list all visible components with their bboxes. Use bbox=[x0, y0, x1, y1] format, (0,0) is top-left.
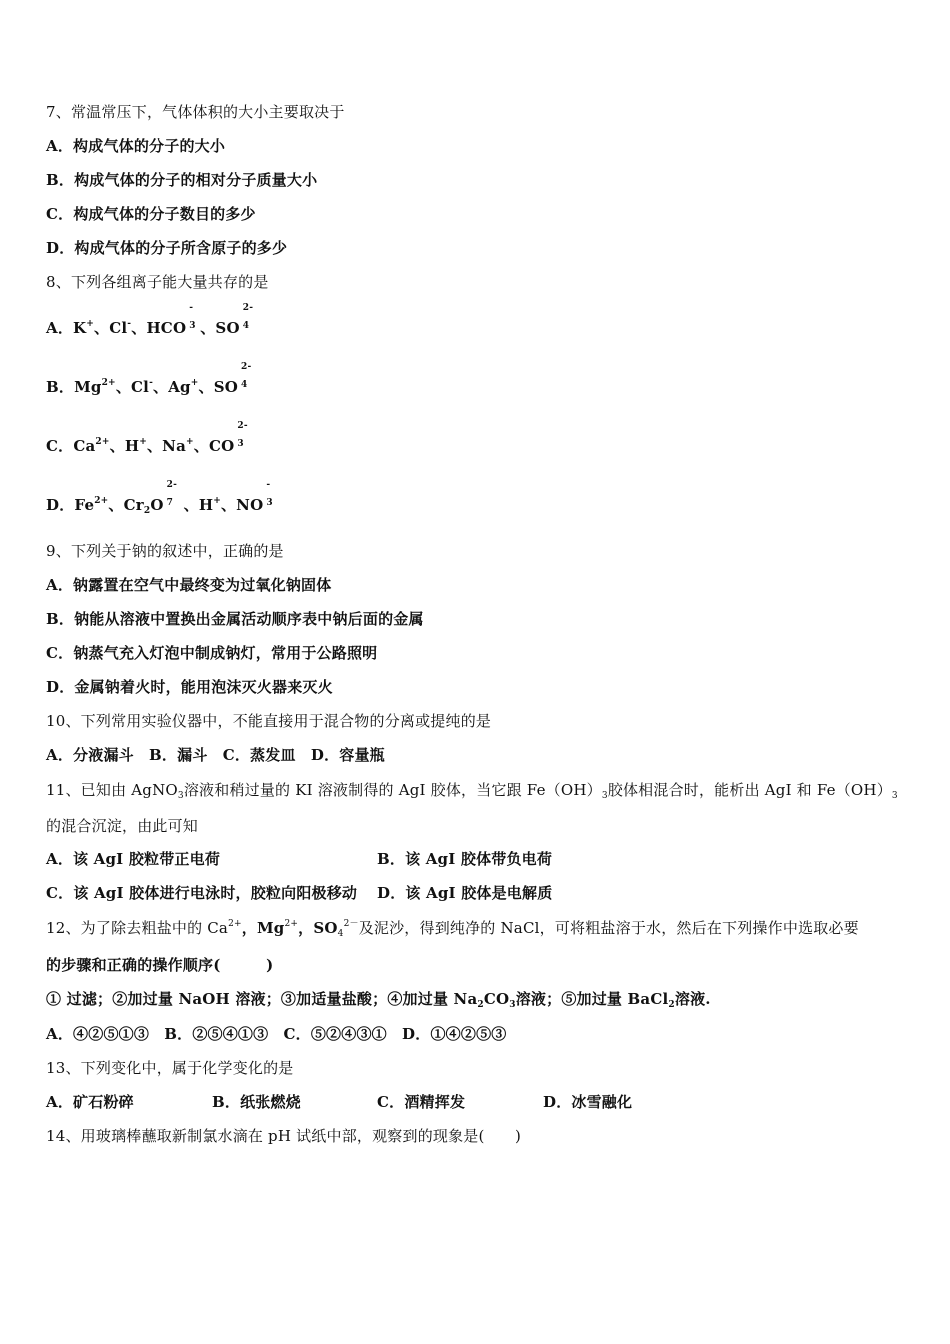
q11-stem-line2: 的混合沉淀，由此可知 bbox=[46, 817, 199, 835]
q11-subscript: 3 bbox=[891, 791, 898, 801]
separator: 、 bbox=[115, 378, 132, 396]
ion-so4-charge: 2- bbox=[242, 303, 254, 313]
q13-option-a: A．矿石粉碎 bbox=[46, 1093, 134, 1111]
separator: 、 bbox=[200, 319, 216, 337]
q9-option-d: D．金属钠着火时，能用泡沫灭火器来灭火 bbox=[46, 678, 333, 696]
separator: 、 bbox=[108, 496, 124, 514]
ion-cl-charge: - bbox=[149, 378, 153, 388]
ion-so4-stack bbox=[240, 303, 254, 338]
q9-stem: 9、下列关于钠的叙述中，正确的是 bbox=[46, 542, 284, 560]
q9-option-a: A．钠露置在空气中最终变为过氧化钠固体 bbox=[46, 576, 332, 594]
separator: 、 bbox=[131, 319, 147, 337]
q11-option-c: C．该 AgI 胶体进行电泳时，胶粒向阳极移动 bbox=[46, 884, 358, 902]
ion-cr2o7-charge: 2- bbox=[166, 480, 178, 490]
q12-stem-part: 及泥沙，得到纯净的 NaCl，可将粗盐溶于水，然后在下列操作中选取必要 bbox=[358, 919, 859, 937]
ion-co3-stack bbox=[234, 421, 248, 456]
ion-ag-charge: + bbox=[190, 378, 199, 388]
q13-option-d: D．冰雪融化 bbox=[543, 1093, 633, 1111]
q8-c-label: C． bbox=[46, 437, 74, 455]
ion-cr2o7-subscript: 7 bbox=[166, 498, 174, 508]
q13-option-c: C．酒精挥发 bbox=[377, 1093, 466, 1111]
ion-co3-charge: 2- bbox=[237, 421, 248, 431]
separator: 、 bbox=[183, 496, 199, 514]
ion-ca: Ca bbox=[73, 437, 96, 455]
ion-so4: SO bbox=[213, 378, 238, 396]
ion-ag: Ag bbox=[168, 378, 191, 396]
ion-cl: Cl bbox=[131, 378, 150, 396]
q9-option-c: C．钠蒸气充入灯泡中制成钠灯，常用于公路照明 bbox=[46, 644, 378, 662]
q12-stem-part: 12、为了除去粗盐中的 Ca bbox=[46, 919, 229, 937]
q8-stem: 8、下列各组离子能大量共存的是 bbox=[46, 273, 269, 291]
ion-so4-stack bbox=[238, 362, 252, 397]
q11-subscript: 3 bbox=[177, 791, 184, 801]
ion-no3: NO bbox=[236, 496, 264, 514]
ion-mg-charge: 2+ bbox=[101, 378, 116, 388]
q11-subscript: 3 bbox=[601, 791, 608, 801]
q8-d-label: D． bbox=[46, 496, 75, 514]
q12-so4-subscript: 4 bbox=[337, 929, 344, 939]
q8-a-label: A． bbox=[46, 319, 74, 337]
q11-option-a: A．该 AgI 胶粒带正电荷 bbox=[46, 850, 221, 868]
separator: 、 bbox=[109, 437, 125, 455]
ion-na-charge: + bbox=[186, 437, 194, 447]
ion-so4-subscript: 4 bbox=[241, 380, 248, 390]
ion-cl-charge: - bbox=[127, 319, 132, 329]
q12-subscript: 3 bbox=[509, 1000, 516, 1010]
ion-cr2o7-stack bbox=[164, 480, 184, 515]
q12-ops-part: 溶液；⑤加过量 BaCl bbox=[515, 990, 669, 1008]
ion-cr2o7-o: O bbox=[150, 496, 164, 514]
q11-option-d: D．该 AgI 胶体是电解质 bbox=[377, 884, 553, 902]
q12-options: A．④②⑤①③ B．②⑤④①③ C．⑤②④③① D．①④②⑤③ bbox=[46, 1025, 507, 1043]
q12-ca-charge: 2+ bbox=[228, 919, 242, 929]
q7-option-a: A．构成气体的分子的大小 bbox=[46, 137, 226, 155]
ion-na: Na bbox=[162, 437, 186, 455]
ion-no3-subscript: 3 bbox=[266, 498, 273, 508]
q11-stem-part: 胶体相混合时，能析出 AgI 和 Fe（OH） bbox=[607, 781, 892, 799]
ion-mg: Mg bbox=[74, 378, 102, 396]
ion-hco3-subscript: 3 bbox=[189, 321, 196, 331]
q10-options: A．分液漏斗 B．漏斗 C．蒸发皿 D．容量瓶 bbox=[46, 746, 385, 764]
ion-hco3-stack bbox=[186, 303, 200, 338]
separator: 、 bbox=[146, 437, 163, 455]
separator: 、 bbox=[198, 378, 214, 396]
ion-no3-charge: - bbox=[266, 480, 271, 490]
q7-option-c: C．构成气体的分子数目的多少 bbox=[46, 205, 256, 223]
separator: 、 bbox=[153, 378, 169, 396]
ion-co3: CO bbox=[208, 437, 235, 455]
q12-ops-part: 溶液. bbox=[674, 990, 711, 1008]
separator: 、 bbox=[220, 496, 237, 514]
ion-cr: Cr bbox=[123, 496, 144, 514]
ion-cl: Cl bbox=[109, 319, 128, 337]
q7-stem: 7、常温常压下，气体体积的大小主要取决于 bbox=[46, 103, 345, 121]
q11-stem-part: 溶液和稍过量的 KI 溶液制得的 AgI 胶体，当它跟 Fe（OH） bbox=[183, 781, 602, 799]
q12-stem-part: ，Mg bbox=[241, 919, 285, 937]
separator: 、 bbox=[94, 319, 110, 337]
ion-hco3-charge: - bbox=[189, 303, 194, 313]
ion-fe-charge: 2+ bbox=[94, 496, 109, 506]
ion-so4-subscript: 4 bbox=[242, 321, 250, 331]
q13-stem: 13、下列变化中，属于化学变化的是 bbox=[46, 1059, 294, 1077]
q7-option-b: B．构成气体的分子的相对分子质量大小 bbox=[46, 171, 318, 189]
q8-option-d bbox=[46, 480, 277, 518]
ion-co3-subscript: 3 bbox=[237, 439, 244, 449]
ion-so4: SO bbox=[215, 319, 240, 337]
q11-stem-line1 bbox=[46, 780, 898, 803]
ion-hco3: HCO bbox=[146, 319, 187, 337]
ion-h-charge: + bbox=[213, 496, 221, 506]
q9-option-b: B．钠能从溶液中置换出金属活动顺序表中钠后面的金属 bbox=[46, 610, 424, 628]
q12-ops-part: ① 过滤；②加过量 NaOH 溶液；③加适量盐酸；④加过量 Na bbox=[46, 990, 478, 1008]
q12-stem-line2: 的步骤和正确的操作顺序( ) bbox=[46, 956, 274, 974]
ion-h: H bbox=[124, 437, 140, 455]
ion-cr-subscript: 2 bbox=[143, 506, 151, 516]
ion-h-charge: + bbox=[139, 437, 147, 447]
ion-so4-charge: 2- bbox=[241, 362, 252, 372]
q14-stem: 14、用玻璃棒蘸取新制氯水滴在 pH 试纸中部，观察到的现象是( ) bbox=[46, 1127, 522, 1145]
q8-b-label: B． bbox=[46, 378, 75, 396]
ion-fe: Fe bbox=[74, 496, 95, 514]
q12-stem-part: ，SO bbox=[298, 919, 338, 937]
q12-ops-part: CO bbox=[483, 990, 510, 1008]
q12-subscript: 2 bbox=[668, 1000, 675, 1010]
separator: 、 bbox=[193, 437, 209, 455]
q8-option-a bbox=[46, 303, 254, 341]
q13-option-b: B．纸张燃烧 bbox=[212, 1093, 301, 1111]
ion-k-charge: + bbox=[86, 319, 95, 329]
q8-option-c bbox=[46, 421, 248, 459]
q11-stem-part: 11、已知由 AgNO bbox=[46, 781, 178, 799]
q12-stem-line1 bbox=[46, 918, 859, 941]
q12-so4-charge: 2－ bbox=[343, 919, 359, 929]
q12-subscript: 2 bbox=[477, 1000, 484, 1010]
ion-k: K bbox=[73, 319, 87, 337]
q12-operations bbox=[46, 989, 711, 1012]
q10-stem: 10、下列常用实验仪器中，不能直接用于混合物的分离或提纯的是 bbox=[46, 712, 492, 730]
ion-h: H bbox=[198, 496, 214, 514]
ion-no3-stack bbox=[263, 480, 277, 515]
q12-mg-charge: 2+ bbox=[284, 919, 299, 929]
ion-ca-charge: 2+ bbox=[95, 437, 110, 447]
q7-option-d: D．构成气体的分子所含原子的多少 bbox=[46, 239, 288, 257]
q11-option-b: B．该 AgI 胶体带负电荷 bbox=[377, 850, 553, 868]
q8-option-b bbox=[46, 362, 252, 400]
